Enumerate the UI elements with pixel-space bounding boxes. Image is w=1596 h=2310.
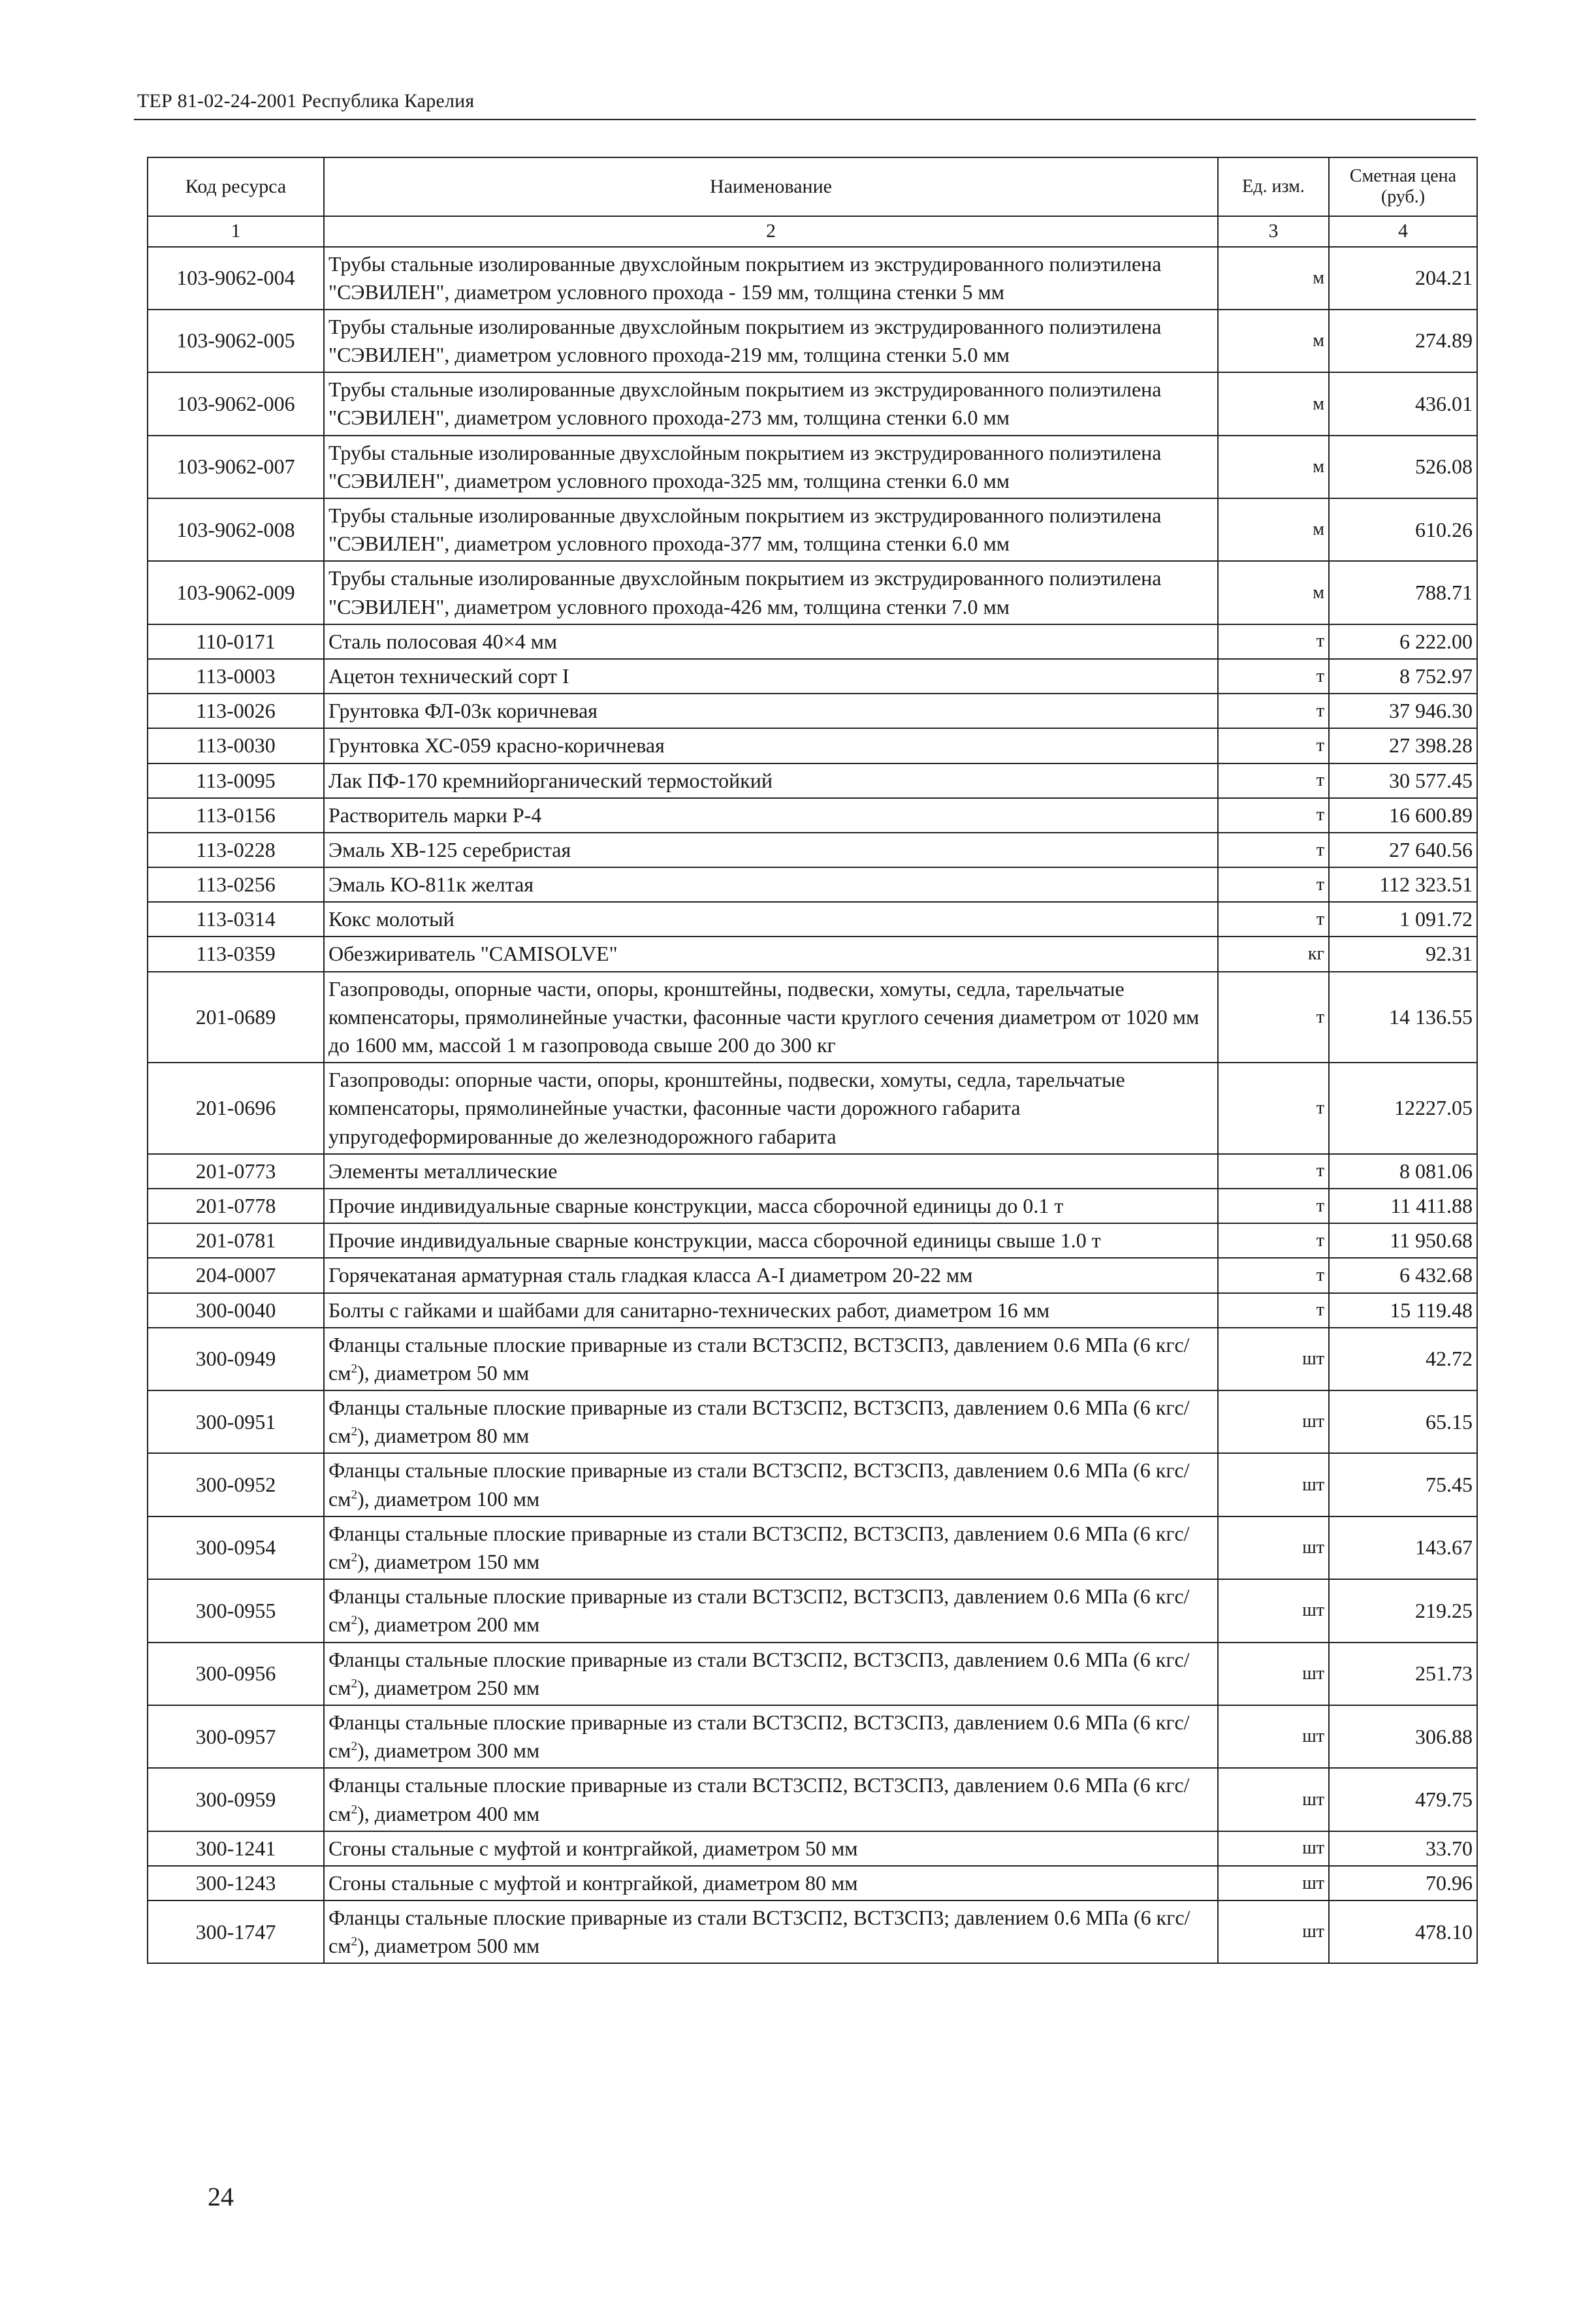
table-row	[148, 372, 1477, 435]
table-row	[148, 1831, 1477, 1866]
unit-of-measure: т	[1218, 1258, 1329, 1292]
column-header-unit: Ед. изм.	[1218, 157, 1329, 216]
document-header: ТЕР 81-02-24-2001 Республика Карелия	[137, 90, 475, 112]
resource-name	[324, 1390, 1218, 1453]
superscript: 2	[351, 1934, 358, 1949]
resource-name-part: ), диаметром 250 мм	[357, 1675, 540, 1699]
resource-code: 300-0040	[148, 1293, 324, 1328]
resource-code: 300-1241	[148, 1831, 324, 1866]
column-number: 2	[324, 216, 1218, 247]
table-row	[148, 972, 1477, 1063]
resource-code: 201-0689	[148, 972, 324, 1063]
resource-name: Элементы металлические	[324, 1154, 1218, 1189]
resource-code: 300-0952	[148, 1453, 324, 1516]
resource-name: Эмаль ХВ-125 серебристая	[324, 833, 1218, 867]
table-row	[148, 1328, 1477, 1390]
resource-name: Прочие индивидуальные сварные конструкции, масса сборочной единицы свыше 1.0 т	[324, 1223, 1218, 1258]
resource-name: Эмаль КО-811к желтая	[324, 867, 1218, 902]
resource-name-part: ), диаметром 100 мм	[357, 1486, 540, 1511]
unit-of-measure: м	[1218, 498, 1329, 561]
table-body	[148, 247, 1477, 1964]
resource-name	[324, 1516, 1218, 1579]
table-row	[148, 1866, 1477, 1901]
resource-name: Болты с гайками и шайбами для санитарно-технических работ, диаметром 16 мм	[324, 1293, 1218, 1328]
superscript: 2	[351, 1424, 358, 1439]
resource-name: Прочие индивидуальные сварные конструкции, масса сборочной единицы до 0.1 т	[324, 1189, 1218, 1223]
estimated-price: 92.31	[1329, 937, 1477, 971]
resource-code: 201-0778	[148, 1189, 324, 1223]
resource-name-part: ), диаметром 500 мм	[357, 1934, 540, 1958]
unit-of-measure: т	[1218, 694, 1329, 728]
table-row	[148, 498, 1477, 561]
resource-code: 113-0359	[148, 937, 324, 971]
resource-code: 300-0951	[148, 1390, 324, 1453]
table-row	[148, 561, 1477, 624]
column-number: 3	[1218, 216, 1329, 247]
table-row	[148, 798, 1477, 833]
resource-code: 110-0171	[148, 624, 324, 659]
table-row	[148, 659, 1477, 694]
unit-of-measure: шт	[1218, 1901, 1329, 1963]
table-header-row	[148, 157, 1477, 216]
resource-name-part: ), диаметром 200 мм	[357, 1612, 540, 1637]
unit-of-measure: шт	[1218, 1866, 1329, 1901]
unit-of-measure: т	[1218, 867, 1329, 902]
resource-code: 300-1747	[148, 1901, 324, 1963]
resource-name-part: Фланцы стальные плоские приварные из стали ВСТ3СП2, ВСТ3СП3; давлением 0.6 МПа (6 кгс/см	[328, 1906, 1190, 1958]
estimated-price: 12227.05	[1329, 1063, 1477, 1154]
superscript: 2	[351, 1739, 358, 1754]
resource-name: Трубы стальные изолированные двухслойным покрытием из экструдированного полиэтилена "СЭВИЛЕН", диаметром условного прохода-219 мм, толщина стенки 5.0 мм	[324, 310, 1218, 372]
unit-of-measure: т	[1218, 902, 1329, 937]
estimated-price: 33.70	[1329, 1831, 1477, 1866]
column-number: 1	[148, 216, 324, 247]
table-row	[148, 436, 1477, 498]
page-number: 24	[208, 2182, 234, 2211]
resource-code: 113-0026	[148, 694, 324, 728]
resource-name-part: Фланцы стальные плоские приварные из стали ВСТ3СП2, ВСТ3СП3, давлением 0.6 МПа (6 кгс/см	[328, 1773, 1190, 1825]
table-row	[148, 1901, 1477, 1963]
resource-code: 103-9062-006	[148, 372, 324, 435]
estimated-price: 478.10	[1329, 1901, 1477, 1963]
estimated-price: 1 091.72	[1329, 902, 1477, 937]
superscript: 2	[351, 1362, 358, 1376]
unit-of-measure: шт	[1218, 1831, 1329, 1866]
estimated-price: 251.73	[1329, 1643, 1477, 1705]
resource-name: Сталь полосовая 40×4 мм	[324, 624, 1218, 659]
resource-code: 204-0007	[148, 1258, 324, 1292]
unit-of-measure: т	[1218, 1223, 1329, 1258]
resource-code: 113-0228	[148, 833, 324, 867]
estimated-price: 27 640.56	[1329, 833, 1477, 867]
superscript: 2	[351, 1676, 358, 1691]
estimated-price: 27 398.28	[1329, 728, 1477, 763]
table-row	[148, 728, 1477, 763]
estimated-price: 274.89	[1329, 310, 1477, 372]
unit-of-measure: т	[1218, 798, 1329, 833]
table-row	[148, 937, 1477, 971]
unit-of-measure: шт	[1218, 1328, 1329, 1390]
resource-name	[324, 1705, 1218, 1768]
resource-code: 103-9062-004	[148, 247, 324, 310]
unit-of-measure: т	[1218, 1189, 1329, 1223]
estimated-price: 219.25	[1329, 1579, 1477, 1642]
resource-code: 103-9062-005	[148, 310, 324, 372]
resource-name: Грунтовка ХС-059 красно-коричневая	[324, 728, 1218, 763]
resource-name-part: Фланцы стальные плоские приварные из стали ВСТ3СП2, ВСТ3СП3, давлением 0.6 МПа (6 кгс/см	[328, 1521, 1190, 1573]
table-row	[148, 1516, 1477, 1579]
resource-name-part: Фланцы стальные плоские приварные из стали ВСТ3СП2, ВСТ3СП3, давлением 0.6 МПа (6 кгс/см	[328, 1710, 1190, 1763]
resource-code: 300-0956	[148, 1643, 324, 1705]
resource-name-part: ), диаметром 150 мм	[357, 1550, 540, 1573]
unit-of-measure: т	[1218, 972, 1329, 1063]
unit-of-measure: шт	[1218, 1390, 1329, 1453]
unit-of-measure: шт	[1218, 1643, 1329, 1705]
unit-of-measure: т	[1218, 728, 1329, 763]
resource-code: 300-0955	[148, 1579, 324, 1642]
resource-name	[324, 1768, 1218, 1831]
table-row	[148, 1579, 1477, 1642]
estimated-price: 37 946.30	[1329, 694, 1477, 728]
estimated-price: 15 119.48	[1329, 1293, 1477, 1328]
table-row	[148, 1293, 1477, 1328]
estimated-price: 11 411.88	[1329, 1189, 1477, 1223]
estimated-price: 610.26	[1329, 498, 1477, 561]
table-row	[148, 902, 1477, 937]
resource-code: 300-1243	[148, 1866, 324, 1901]
resource-name: Трубы стальные изолированные двухслойным покрытием из экструдированного полиэтилена "СЭВИЛЕН", диаметром условного прохода-273 мм, толщина стенки 6.0 мм	[324, 372, 1218, 435]
resource-name: Трубы стальные изолированные двухслойным покрытием из экструдированного полиэтилена "СЭВИЛЕН", диаметром условного прохода-325 мм, толщина стенки 6.0 мм	[324, 436, 1218, 498]
resource-name: Горячекатаная арматурная сталь гладкая класса А-I диаметром 20-22 мм	[324, 1258, 1218, 1292]
unit-of-measure: м	[1218, 561, 1329, 624]
unit-of-measure: м	[1218, 436, 1329, 498]
estimated-price: 204.21	[1329, 247, 1477, 310]
estimated-price: 65.15	[1329, 1390, 1477, 1453]
table-row	[148, 867, 1477, 902]
estimated-price: 306.88	[1329, 1705, 1477, 1768]
column-number-row	[148, 216, 1477, 247]
table-row	[148, 1154, 1477, 1189]
resource-code: 201-0781	[148, 1223, 324, 1258]
unit-of-measure: шт	[1218, 1453, 1329, 1516]
resource-code: 103-9062-009	[148, 561, 324, 624]
table-row	[148, 310, 1477, 372]
table-row	[148, 1643, 1477, 1705]
unit-of-measure: шт	[1218, 1579, 1329, 1642]
table-row	[148, 833, 1477, 867]
resource-name: Ацетон технический сорт I	[324, 659, 1218, 694]
resource-code: 113-0095	[148, 763, 324, 798]
table-row	[148, 763, 1477, 798]
resource-code: 300-0957	[148, 1705, 324, 1768]
resource-code: 113-0156	[148, 798, 324, 833]
unit-of-measure: шт	[1218, 1705, 1329, 1768]
unit-of-measure: т	[1218, 763, 1329, 798]
estimated-price: 436.01	[1329, 372, 1477, 435]
resource-code: 113-0314	[148, 902, 324, 937]
resource-name: Газопроводы: опорные части, опоры, кронштейны, подвески, хомуты, седла, тарельчатые компенсаторы, прямолинейные участки, фасонные части дорожного габарита упругодеформированные до железнодорожного габарита	[324, 1063, 1218, 1154]
resource-name-part: ), диаметром 400 мм	[357, 1801, 540, 1825]
table-row	[148, 1189, 1477, 1223]
column-header-name: Наименование	[324, 157, 1218, 216]
superscript: 2	[351, 1550, 358, 1565]
unit-of-measure: т	[1218, 833, 1329, 867]
resource-name: Кокс молотый	[324, 902, 1218, 937]
table-row	[148, 1223, 1477, 1258]
resource-name: Сгоны стальные с муфтой и контргайкой, диаметром 80 мм	[324, 1866, 1218, 1901]
header-divider	[134, 119, 1476, 120]
estimated-price: 42.72	[1329, 1328, 1477, 1390]
resource-name	[324, 1453, 1218, 1516]
superscript: 2	[351, 1487, 358, 1501]
estimated-price: 6 222.00	[1329, 624, 1477, 659]
resource-name-part: Фланцы стальные плоские приварные из стали ВСТ3СП2, ВСТ3СП3, давлением 0.6 МПа (6 кгс/см	[328, 1458, 1190, 1511]
resource-name	[324, 1328, 1218, 1390]
resource-name-part: Фланцы стальные плоские приварные из стали ВСТ3СП2, ВСТ3СП3, давлением 0.6 МПа (6 кгс/см	[328, 1396, 1190, 1448]
resource-code: 201-0773	[148, 1154, 324, 1189]
estimated-price: 16 600.89	[1329, 798, 1477, 833]
table-row	[148, 1390, 1477, 1453]
estimated-price: 11 950.68	[1329, 1223, 1477, 1258]
table-row	[148, 247, 1477, 310]
estimated-price: 143.67	[1329, 1516, 1477, 1579]
resource-name-part: Фланцы стальные плоские приварные из стали ВСТ3СП2, ВСТ3СП3, давлением 0.6 МПа (6 кгс/см	[328, 1647, 1190, 1699]
resource-name: Грунтовка ФЛ-03к коричневая	[324, 694, 1218, 728]
resource-name: Лак ПФ-170 кремнийорганический термостойкий	[324, 763, 1218, 798]
unit-of-measure: кг	[1218, 937, 1329, 971]
superscript: 2	[351, 1802, 358, 1816]
estimated-price: 788.71	[1329, 561, 1477, 624]
unit-of-measure: т	[1218, 624, 1329, 659]
unit-of-measure: м	[1218, 247, 1329, 310]
resource-name: Обезжириватель "CAMISOLVE"	[324, 937, 1218, 971]
table-row	[148, 624, 1477, 659]
estimated-price: 6 432.68	[1329, 1258, 1477, 1292]
estimated-price: 14 136.55	[1329, 972, 1477, 1063]
resource-name: Трубы стальные изолированные двухслойным покрытием из экструдированного полиэтилена "СЭВИЛЕН", диаметром условного прохода-377 мм, толщина стенки 6.0 мм	[324, 498, 1218, 561]
resource-code: 113-0003	[148, 659, 324, 694]
resource-name: Трубы стальные изолированные двухслойным покрытием из экструдированного полиэтилена "СЭВИЛЕН", диаметром условного прохода - 159 мм, толщина стенки 5 мм	[324, 247, 1218, 310]
unit-of-measure: т	[1218, 659, 1329, 694]
unit-of-measure: м	[1218, 310, 1329, 372]
unit-of-measure: м	[1218, 372, 1329, 435]
estimated-price: 8 081.06	[1329, 1154, 1477, 1189]
resource-name: Газопроводы, опорные части, опоры, кронштейны, подвески, хомуты, седла, тарельчатые компенсаторы, прямолинейные участки, фасонные части круглого сечения диаметром от 1020 мм до 1600 мм, массой 1 м газопровода свыше 200 до 300 кг	[324, 972, 1218, 1063]
unit-of-measure: т	[1218, 1293, 1329, 1328]
estimated-price: 70.96	[1329, 1866, 1477, 1901]
table-row	[148, 1258, 1477, 1292]
resource-code: 300-0959	[148, 1768, 324, 1831]
unit-of-measure: т	[1218, 1063, 1329, 1154]
resource-name: Растворитель марки Р-4	[324, 798, 1218, 833]
unit-of-measure: шт	[1218, 1768, 1329, 1831]
table-row	[148, 1063, 1477, 1154]
resource-price-table	[147, 157, 1478, 1964]
resource-name	[324, 1643, 1218, 1705]
column-number: 4	[1329, 216, 1477, 247]
resource-code: 300-0949	[148, 1328, 324, 1390]
resource-code: 113-0030	[148, 728, 324, 763]
resource-name-part: ), диаметром 50 мм	[357, 1360, 530, 1385]
resource-name-part: ), диаметром 80 мм	[357, 1424, 530, 1448]
resource-name-part: Фланцы стальные плоские приварные из стали ВСТ3СП2, ВСТ3СП3, давлением 0.6 МПа (6 кгс/см	[328, 1332, 1190, 1385]
resource-code: 201-0696	[148, 1063, 324, 1154]
estimated-price: 8 752.97	[1329, 659, 1477, 694]
resource-name: Сгоны стальные с муфтой и контргайкой, диаметром 50 мм	[324, 1831, 1218, 1866]
resource-code: 103-9062-008	[148, 498, 324, 561]
table-row	[148, 694, 1477, 728]
resource-name-part: ), диаметром 300 мм	[357, 1739, 540, 1763]
estimated-price: 30 577.45	[1329, 763, 1477, 798]
unit-of-measure: т	[1218, 1154, 1329, 1189]
resource-name-part: Фланцы стальные плоские приварные из стали ВСТ3СП2, ВСТ3СП3, давлением 0.6 МПа (6 кгс/см	[328, 1584, 1190, 1637]
estimated-price: 526.08	[1329, 436, 1477, 498]
unit-of-measure: шт	[1218, 1516, 1329, 1579]
resource-name	[324, 1901, 1218, 1963]
estimated-price: 112 323.51	[1329, 867, 1477, 902]
table-row	[148, 1705, 1477, 1768]
resource-name: Трубы стальные изолированные двухслойным покрытием из экструдированного полиэтилена "СЭВИЛЕН", диаметром условного прохода-426 мм, толщина стенки 7.0 мм	[324, 561, 1218, 624]
resource-name	[324, 1579, 1218, 1642]
estimated-price: 75.45	[1329, 1453, 1477, 1516]
table-row	[148, 1453, 1477, 1516]
column-header-code: Код ресурса	[148, 157, 324, 216]
resource-code: 103-9062-007	[148, 436, 324, 498]
resource-code: 113-0256	[148, 867, 324, 902]
column-header-price: Сметная цена (руб.)	[1329, 157, 1477, 216]
estimated-price: 479.75	[1329, 1768, 1477, 1831]
table-row	[148, 1768, 1477, 1831]
resource-code: 300-0954	[148, 1516, 324, 1579]
superscript: 2	[351, 1613, 358, 1628]
